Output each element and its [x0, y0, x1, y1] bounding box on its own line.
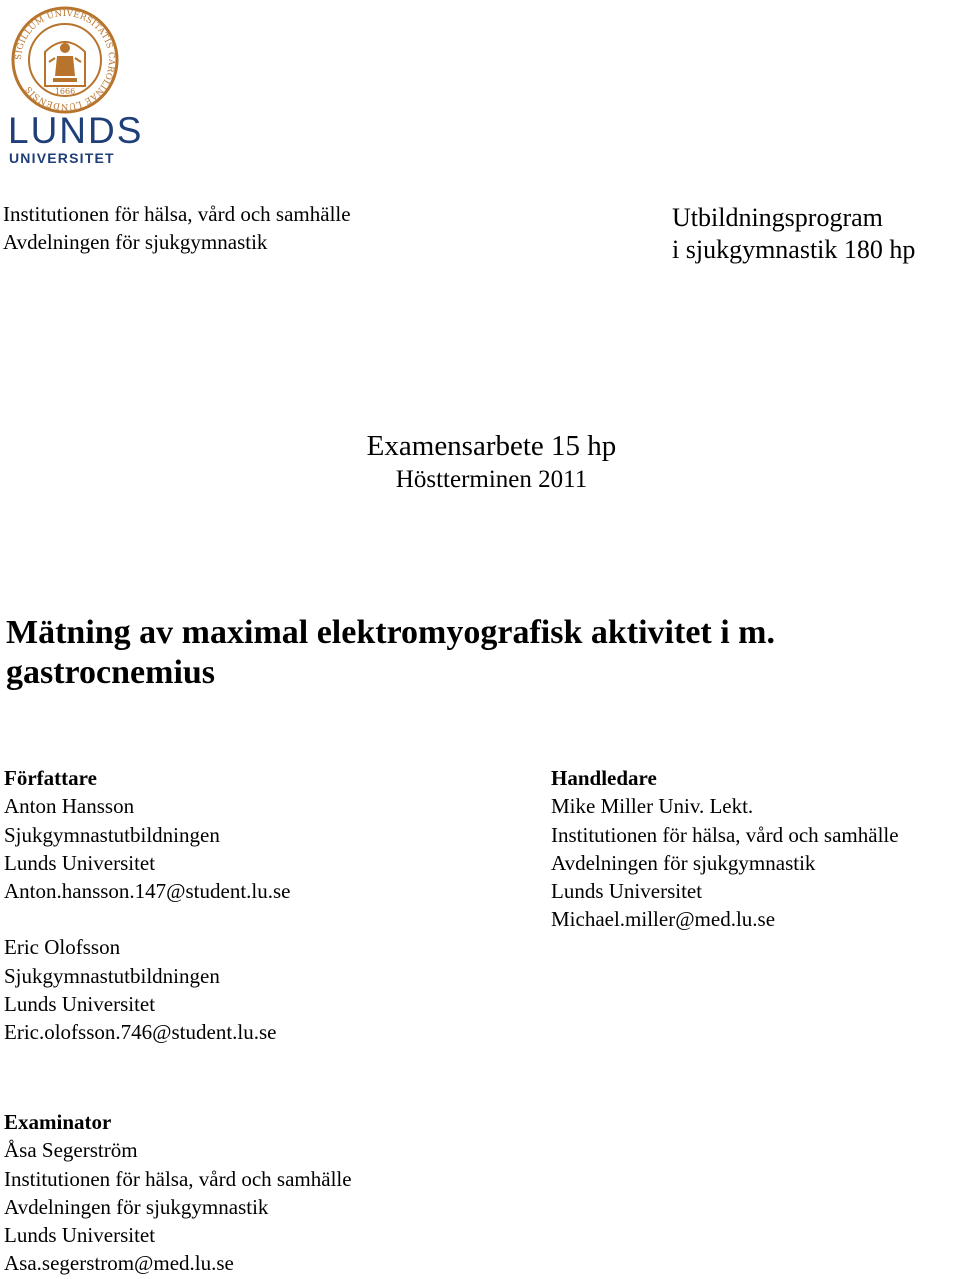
supervisor-institution: Institutionen för hälsa, vård och samhälle — [551, 822, 899, 847]
institution-block — [3, 200, 351, 256]
division-name: Avdelningen för sjukgymnastik — [3, 230, 268, 254]
author-program: Sjukgymnastutbildningen — [4, 963, 220, 988]
examiner-institution: Institutionen för hälsa, vård och samhälle — [4, 1166, 352, 1191]
examiner-block — [4, 1108, 352, 1278]
author-name: Anton Hansson — [4, 794, 135, 819]
institution-name: Institutionen för hälsa, vård och samhälle — [3, 202, 351, 226]
supervisor-label: Handledare — [551, 766, 657, 790]
thesis-title: Mätning av maximal elektromyografisk aktivitet i m. gastrocnemius — [6, 614, 776, 691]
exam-block — [0, 428, 960, 496]
exam-term: Höstterminen 2011 — [395, 466, 588, 493]
university-seal-icon — [11, 6, 119, 114]
exam-type: Examensarbete 15 hp — [366, 430, 617, 462]
program-block — [672, 202, 915, 266]
author-entry — [4, 792, 291, 905]
author-name: Eric Olofsson — [4, 935, 121, 960]
supervisor-block — [551, 764, 899, 934]
author-email: Anton.hansson.147@student.lu.se — [4, 879, 291, 904]
examiner-email: Asa.segerstrom@med.lu.se — [4, 1251, 234, 1276]
examiner-name: Åsa Segerström — [4, 1138, 138, 1163]
author-email: Eric.olofsson.746@student.lu.se — [4, 1020, 277, 1045]
examiner-label: Examinator — [4, 1110, 112, 1134]
examiner-university: Lunds Universitet — [4, 1223, 156, 1248]
author-university: Lunds Universitet — [4, 850, 156, 875]
supervisor-name: Mike Miller Univ. Lekt. — [551, 794, 754, 819]
university-logo — [8, 6, 144, 166]
authors-label: Författare — [4, 766, 97, 790]
program-subtitle: i sjukgymnastik 180 hp — [672, 235, 916, 264]
author-university: Lunds Universitet — [4, 992, 156, 1017]
logo-name-line2: UNIVERSITET — [9, 150, 115, 166]
program-name: Utbildningsprogram — [672, 203, 883, 232]
supervisor-division: Avdelningen för sjukgymnastik — [551, 850, 816, 875]
supervisor-university: Lunds Universitet — [551, 879, 703, 904]
author-entry — [4, 933, 291, 1046]
seal-text: SIGILLUM UNIVERSITATIS CAROLINAE LUNDENSIS — [13, 8, 117, 112]
seal-year: 1666 — [54, 87, 76, 96]
authors-block — [4, 764, 291, 1047]
supervisor-email: Michael.miller@med.lu.se — [551, 907, 776, 932]
examiner-division: Avdelningen för sjukgymnastik — [4, 1194, 269, 1219]
logo-name-line1: LUNDS — [8, 110, 144, 151]
author-program: Sjukgymnastutbildningen — [4, 822, 220, 847]
